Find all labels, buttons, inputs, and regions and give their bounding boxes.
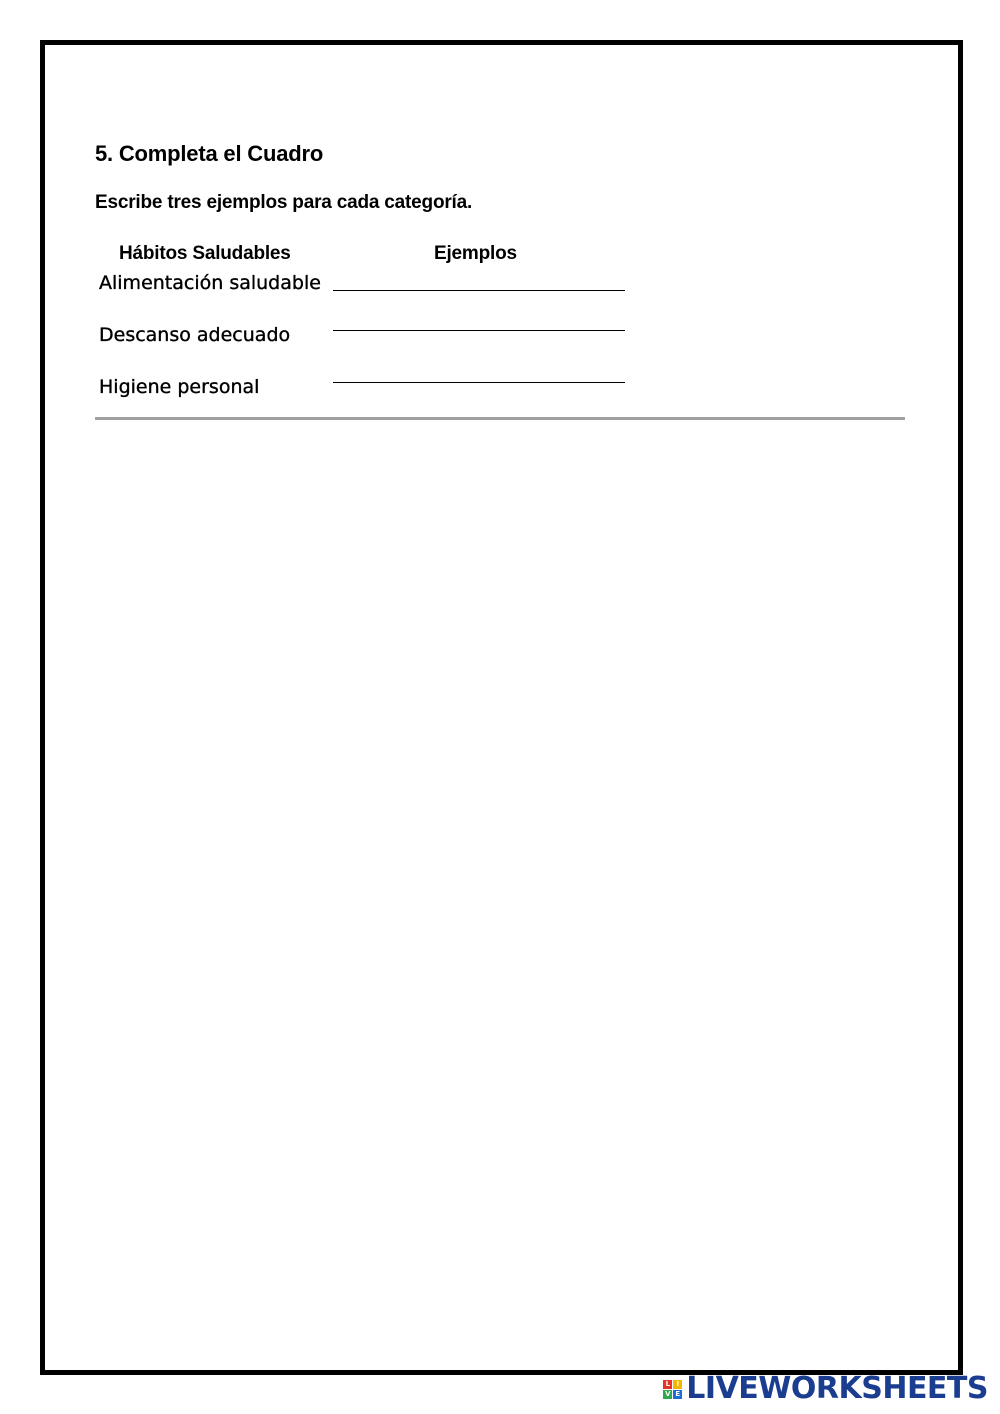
row-label-alimentacion: Alimentación saludable — [99, 272, 321, 294]
row-label-descanso: Descanso adecuado — [99, 324, 291, 346]
answer-line-alimentacion[interactable] — [333, 290, 625, 291]
logo-letter-l: L — [663, 1380, 672, 1389]
logo-letter-v: V — [665, 1389, 671, 1398]
logo-letter-i: I — [673, 1380, 682, 1389]
section-divider — [95, 417, 905, 420]
page-title: 5. Completa el Cuadro — [95, 141, 324, 166]
answer-line-higiene[interactable] — [333, 382, 625, 383]
row-label-higiene: Higiene personal — [99, 376, 260, 398]
liveworksheets-logo — [663, 1371, 988, 1406]
instruction-text: Escribe tres ejemplos para cada categoría. — [95, 192, 473, 213]
brand-name: LIVEWORKSHEETS — [686, 1371, 988, 1406]
page-border — [40, 40, 963, 1375]
liveworksheets-icon — [663, 1380, 682, 1399]
logo-letter-e: E — [673, 1390, 682, 1399]
column-header-examples: Ejemplos — [434, 243, 517, 264]
column-header-habits: Hábitos Saludables — [119, 243, 291, 264]
answer-line-descanso[interactable] — [333, 330, 625, 331]
